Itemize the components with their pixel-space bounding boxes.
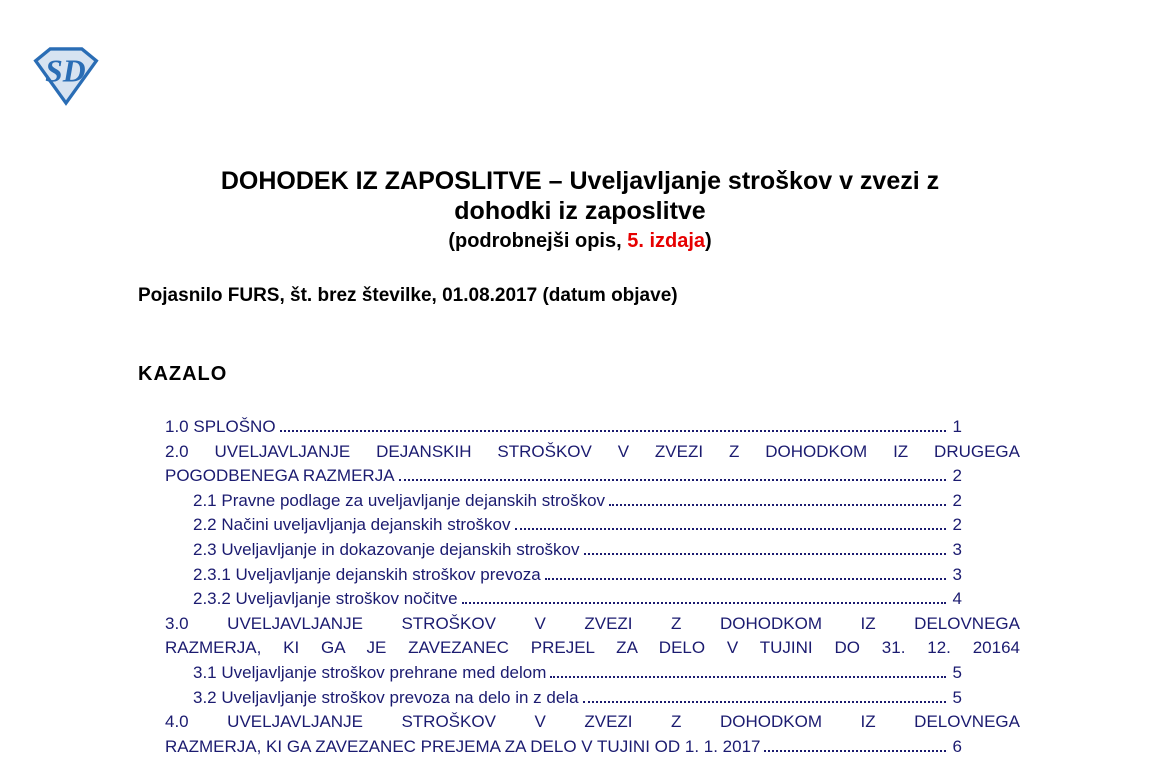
dot-leader bbox=[609, 504, 946, 506]
dot-leader bbox=[545, 578, 946, 580]
document-subtitle bbox=[100, 229, 1060, 253]
logo-letters: SD bbox=[45, 53, 86, 89]
dot-leader bbox=[280, 430, 946, 432]
sd-diamond-logo bbox=[33, 46, 99, 106]
toc-entry-label: 2.3.2 Uveljavljanje stroškov nočitve bbox=[193, 589, 458, 609]
dot-leader bbox=[584, 553, 947, 555]
toc-page-number: 2 bbox=[952, 515, 962, 535]
toc-entry-label: 2.3.1 Uveljavljanje dejanskih stroškov prevoza bbox=[193, 564, 541, 584]
table-of-contents bbox=[165, 415, 1020, 759]
toc-entry[interactable] bbox=[165, 636, 1020, 661]
dot-leader bbox=[399, 479, 946, 481]
toc-entry[interactable] bbox=[165, 587, 1020, 612]
subtitle-suffix: ) bbox=[705, 230, 712, 252]
toc-entry-label: 2.2 Načini uveljavljanja dejanskih stroškov bbox=[193, 515, 511, 535]
edition-label: 5. izdaja bbox=[627, 230, 706, 252]
reference-line: Pojasnilo FURS, št. brez številke, 01.08.2017 (datum objave) bbox=[138, 285, 678, 306]
toc-page-number: 6 bbox=[952, 736, 962, 756]
title-line-2: dohodki iz zaposlitve bbox=[454, 197, 706, 225]
dot-leader bbox=[583, 701, 946, 703]
dot-leader bbox=[462, 602, 946, 604]
toc-page-number: 3 bbox=[952, 564, 962, 584]
toc-entry[interactable] bbox=[165, 415, 1020, 440]
toc-entry[interactable] bbox=[165, 563, 1020, 588]
title-line-1: DOHODEK IZ ZAPOSLITVE – Uveljavljanje stroškov v zvezi z bbox=[220, 167, 940, 195]
toc-entry[interactable] bbox=[165, 538, 1020, 563]
toc-entry-label: 2.0 UVELJAVLJANJE DEJANSKIH STROŠKOV V ZVEZI Z DOHODKOM IZ DRUGEGA bbox=[165, 441, 1020, 461]
toc-entry-label: 4.0 UVELJAVLJANJE STROŠKOV V ZVEZI Z DOHODKOM IZ DELOVNEGA bbox=[165, 712, 1020, 732]
toc-entry-label: POGODBENEGA RAZMERJA bbox=[165, 466, 395, 486]
toc-entry[interactable] bbox=[165, 513, 1020, 538]
toc-page-number: 4 bbox=[952, 589, 962, 609]
toc-page-number: 3 bbox=[952, 539, 962, 559]
dot-leader bbox=[550, 676, 946, 678]
toc-entry-label: 1.0 SPLOŠNO bbox=[165, 417, 276, 436]
toc-page-number: 4 bbox=[1010, 638, 1020, 658]
toc-entry-label: 3.1 Uveljavljanje stroškov prehrane med delom bbox=[193, 662, 547, 682]
toc-page-number: 2 bbox=[952, 466, 962, 486]
toc-entry-label: 3.2 Uveljavljanje stroškov prevoza na delo in z dela bbox=[193, 687, 579, 707]
subtitle-prefix: (podrobnejši opis, bbox=[448, 230, 628, 252]
toc-entry-label: RAZMERJA, KI GA JE ZAVEZANEC PREJEL ZA DELO V TUJINI DO 31. 12. 2016 bbox=[165, 638, 1011, 658]
toc-page-number: 5 bbox=[952, 687, 962, 707]
dot-leader bbox=[515, 528, 947, 530]
toc-page-number: 1 bbox=[952, 417, 962, 436]
toc-entry-label: 2.3 Uveljavljanje in dokazovanje dejanskih stroškov bbox=[193, 539, 580, 559]
toc-heading: KAZALO bbox=[138, 363, 228, 385]
toc-entry[interactable] bbox=[165, 686, 1020, 711]
toc-entry[interactable] bbox=[165, 464, 1020, 489]
toc-page-number: 5 bbox=[952, 662, 962, 682]
toc-entry[interactable] bbox=[165, 440, 1020, 465]
toc-entry[interactable] bbox=[165, 489, 1020, 514]
toc-entry[interactable] bbox=[165, 710, 1020, 735]
toc-page-number: 2 bbox=[952, 490, 962, 510]
toc-entry[interactable] bbox=[165, 612, 1020, 637]
dot-leader bbox=[764, 750, 946, 752]
toc-entry[interactable] bbox=[165, 661, 1020, 686]
toc-entry[interactable] bbox=[165, 735, 1020, 759]
document-title bbox=[100, 166, 1060, 226]
toc-entry-label: RAZMERJA, KI GA ZAVEZANEC PREJEMA ZA DELO V TUJINI OD 1. 1. 2017 bbox=[165, 736, 761, 756]
toc-entry-label: 3.0 UVELJAVLJANJE STROŠKOV V ZVEZI Z DOHODKOM IZ DELOVNEGA bbox=[165, 613, 1020, 633]
toc-entry-label: 2.1 Pravne podlage za uveljavljanje dejanskih stroškov bbox=[193, 490, 606, 510]
